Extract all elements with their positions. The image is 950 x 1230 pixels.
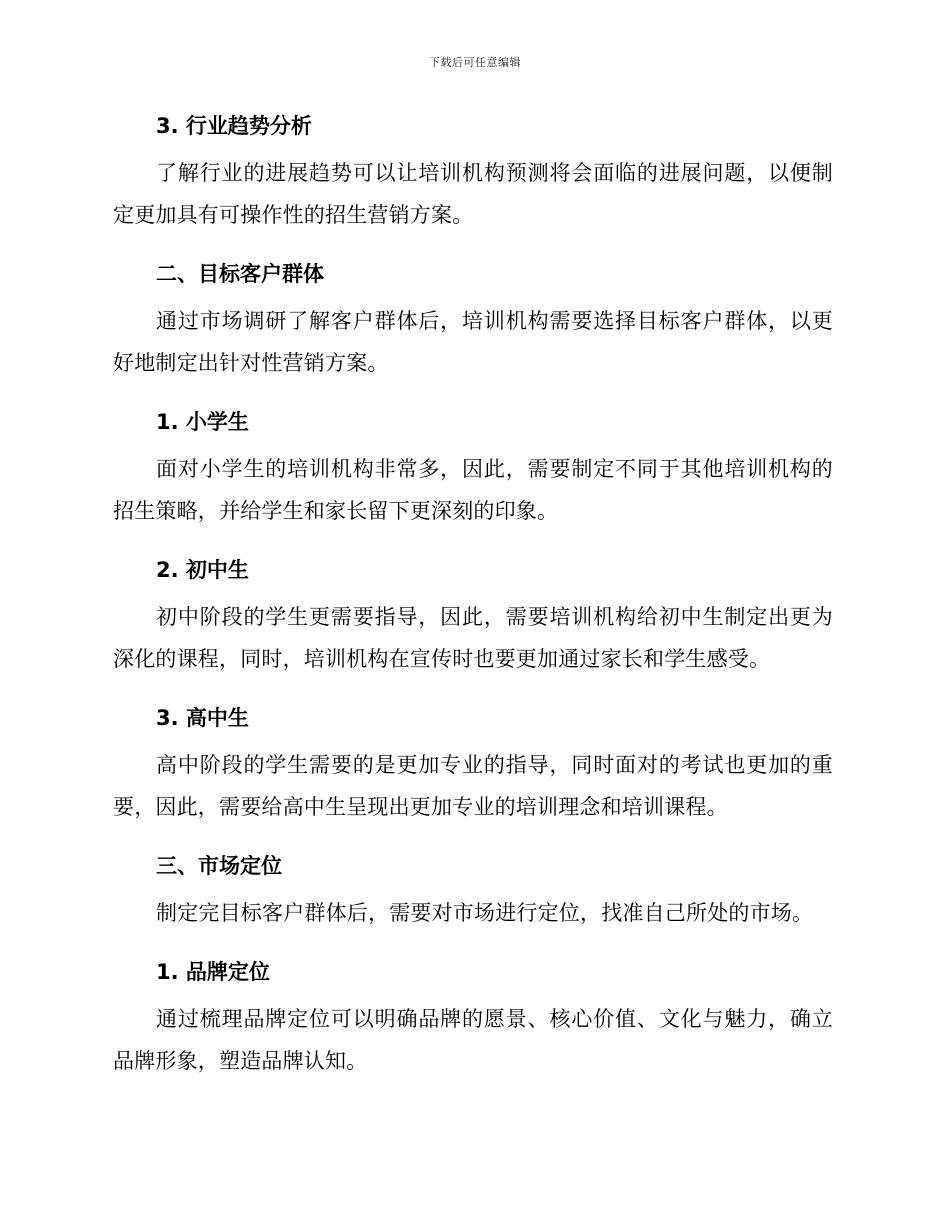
section-heading-brand-positioning: 1. 品牌定位 [156,960,270,984]
paragraph-market-positioning: 制定完目标客户群体后，需要对市场进行定位，找准自己所处的市场。 [156,901,814,925]
section-heading-industry-trend: 3. 行业趋势分析 [156,114,312,138]
paragraph-high-students: 高中阶段的学生需要的是更加专业的指导，同时面对的考试也更加的重要，因此，需要给高中生呈现出更加专业的培训理念和培训课程。 [113,753,833,819]
paragraph-primary-students: 面对小学生的培训机构非常多，因此，需要制定不同于其他培训机构的招生策略，并给学生和家长留下更深刻的印象。 [113,457,833,523]
section-heading-target-customers: 二、目标客户群体 [156,262,324,286]
paragraph-industry-trend: 了解行业的进展趋势可以让培训机构预测将会面临的进展问题，以便制定更加具有可操作性的招生营销方案。 [113,161,833,227]
paragraph-target-customers: 通过市场调研了解客户群体后，培训机构需要选择目标客户群体，以更好地制定出针对性营销方案。 [113,309,833,375]
section-heading-primary-students: 1. 小学生 [156,410,249,434]
page-header: 下载后可任意编辑 [429,56,521,69]
section-heading-middle-students: 2. 初中生 [156,558,249,582]
section-heading-high-students: 3. 高中生 [156,706,249,730]
paragraph-brand-positioning: 通过梳理品牌定位可以明确品牌的愿景、核心价值、文化与魅力，确立品牌形象，塑造品牌认知。 [113,1007,833,1073]
paragraph-middle-students: 初中阶段的学生更需要指导，因此，需要培训机构给初中生制定出更为深化的课程，同时，培训机构在宣传时也要更加通过家长和学生感受。 [113,605,833,671]
document-body [113,110,833,1082]
section-heading-market-positioning: 三、市场定位 [156,854,282,878]
